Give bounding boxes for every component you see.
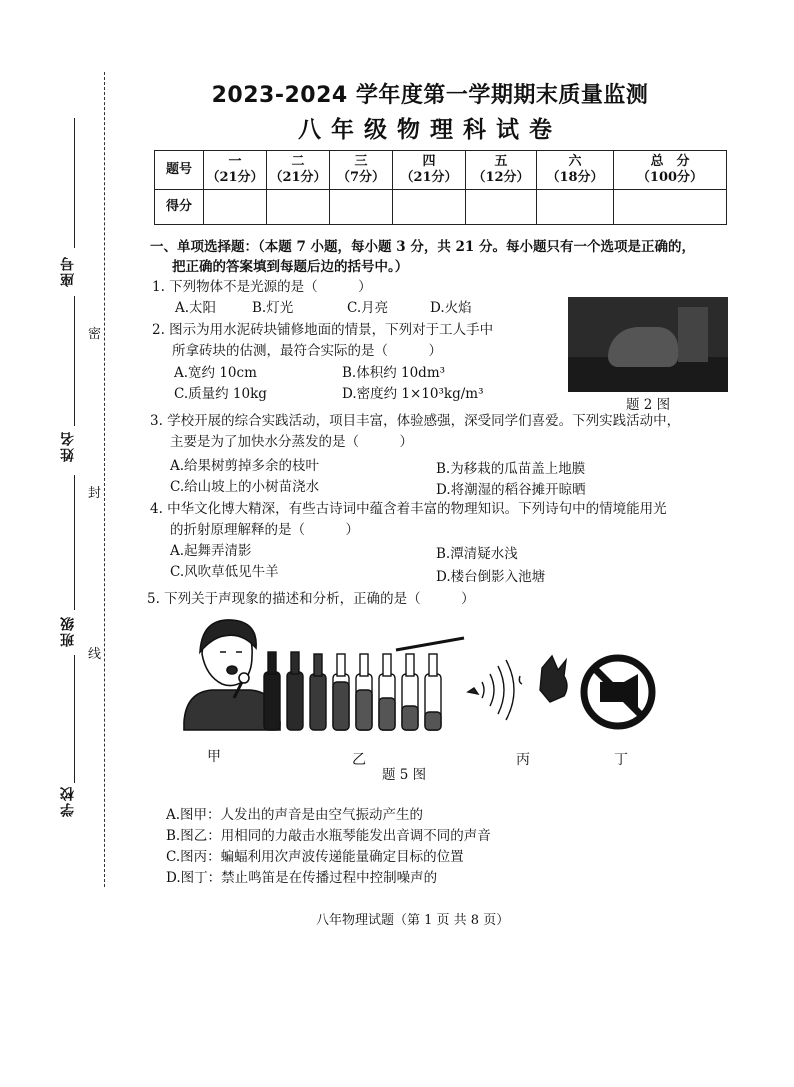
q5-label-bing: 丙 bbox=[516, 752, 530, 768]
score-col-6: 六 （18分） bbox=[537, 151, 614, 190]
q1-option-c: C.月亮 bbox=[347, 300, 389, 316]
name-label: 姓名 bbox=[60, 430, 76, 462]
exam-subtitle: 八年级物理科试卷 bbox=[298, 116, 562, 143]
q1-option-d: D.火焰 bbox=[430, 300, 472, 316]
q2-option-c: C.质量约 10kg bbox=[174, 386, 267, 402]
section1-heading-line2: 把正确的答案填到每题后边的括号中。） bbox=[172, 259, 409, 275]
seal-char-mi: 密 bbox=[88, 327, 102, 342]
score-cell-4[interactable] bbox=[393, 190, 466, 225]
score-col-2: 二 （21分） bbox=[267, 151, 330, 190]
score-cell-1[interactable] bbox=[204, 190, 267, 225]
q2-option-d: D.密度约 1×10³kg/m³ bbox=[342, 386, 484, 402]
score-col-1: 一 （21分） bbox=[204, 151, 267, 190]
q2-stem-line1: 2. 图示为用水泥砖块铺修地面的情景，下列对于工人手中 bbox=[152, 322, 494, 338]
score-table bbox=[154, 150, 727, 225]
q2-stem-line2: 所拿砖块的估测，最符合实际的是（ ） bbox=[172, 343, 442, 359]
score-cell-3[interactable] bbox=[330, 190, 393, 225]
q5-option-b: B.图乙：用相同的力敲击水瓶琴能发出音调不同的声音 bbox=[166, 828, 491, 844]
q4-option-c: C.风吹草低见牛羊 bbox=[170, 564, 279, 580]
q2-option-a: A.宽约 10cm bbox=[174, 365, 257, 381]
class-label: 班级 bbox=[60, 615, 76, 647]
q1-stem: 1. 下列物体不是光源的是（ ） bbox=[152, 279, 372, 295]
q3-option-d: D.将潮湿的稻谷摊开晾晒 bbox=[436, 482, 586, 498]
score-table-header-label: 题号 bbox=[155, 151, 204, 190]
score-cell-2[interactable] bbox=[267, 190, 330, 225]
school-line bbox=[74, 655, 75, 783]
name-line bbox=[74, 296, 75, 426]
q3-option-c: C.给山坡上的小树苗浇水 bbox=[170, 479, 320, 495]
class-line bbox=[74, 475, 75, 610]
q5-label-yi: 乙 bbox=[352, 752, 366, 768]
q4-option-d: D.楼台倒影入池塘 bbox=[436, 569, 546, 585]
q5-figure bbox=[172, 612, 692, 772]
score-cell-6[interactable] bbox=[537, 190, 614, 225]
q2-option-b: B.体积约 10dm³ bbox=[342, 365, 446, 381]
q5-stem: 5. 下列关于声现象的描述和分析，正确的是（ ） bbox=[147, 591, 475, 607]
score-col-total: 总 分 （100分） bbox=[614, 151, 727, 190]
q5-option-c: C.图丙：蝙蝠利用次声波传递能量确定目标的位置 bbox=[166, 849, 464, 865]
figure-bat-echolocation bbox=[468, 656, 567, 720]
q5-label-jia: 甲 bbox=[207, 749, 221, 765]
figure-water-bottles bbox=[264, 638, 464, 730]
binding-dashed-line bbox=[104, 72, 105, 887]
exam-title: 2023-2024 学年度第一学期期末质量监测 bbox=[211, 83, 649, 108]
q3-stem-line2: 主要是为了加快水分蒸发的是（ ） bbox=[170, 434, 413, 450]
score-col-5: 五 （12分） bbox=[466, 151, 537, 190]
seat-line bbox=[74, 118, 75, 248]
school-label: 学校 bbox=[60, 785, 76, 817]
q1-option-b: B.灯光 bbox=[252, 300, 294, 316]
score-cell-total[interactable] bbox=[614, 190, 727, 225]
q2-photo-workers-laying-bricks bbox=[568, 297, 728, 392]
score-cell-5[interactable] bbox=[466, 190, 537, 225]
score-col-4: 四 （21分） bbox=[393, 151, 466, 190]
q2-figure-caption: 题 2 图 bbox=[626, 397, 671, 413]
q5-option-a: A.图甲：人发出的声音是由空气振动产生的 bbox=[166, 807, 424, 823]
section1-heading-line1: 一、单项选择题：（本题 7 小题，每小题 3 分，共 21 分。每小题只有一个选项是正确的， bbox=[150, 239, 696, 255]
q4-option-a: A.起舞弄清影 bbox=[170, 543, 252, 559]
q5-label-ding: 丁 bbox=[614, 752, 628, 768]
seat-label: 座号 bbox=[60, 255, 76, 287]
q5-figure-caption: 题 5 图 bbox=[382, 767, 427, 783]
q4-stem-line1: 4. 中华文化博大精深，有些古诗词中蕴含着丰富的物理知识。下列诗句中的情境能用光 bbox=[150, 501, 667, 517]
q1-option-a: A.太阳 bbox=[175, 300, 217, 316]
q3-stem-line1: 3. 学校开展的综合实践活动，项目丰富，体验感强，深受同学们喜爱。下列实践活动中， bbox=[150, 413, 681, 429]
q3-option-b: B.为移栽的瓜苗盖上地膜 bbox=[436, 461, 586, 477]
no-honking-sign-icon bbox=[584, 658, 652, 726]
score-col-3: 三 （7分） bbox=[330, 151, 393, 190]
seal-char-feng: 封 bbox=[88, 486, 102, 501]
seal-char-xian: 线 bbox=[88, 647, 102, 662]
q4-option-b: B.潭清疑水浅 bbox=[436, 546, 518, 562]
q3-option-a: A.给果树剪掉多余的枝叶 bbox=[170, 458, 320, 474]
q5-option-d: D.图丁：禁止鸣笛是在传播过程中控制噪声的 bbox=[166, 870, 438, 886]
score-row-label: 得分 bbox=[155, 190, 204, 225]
page-footer: 八年物理试题（第 1 页 共 8 页） bbox=[316, 913, 510, 928]
q4-stem-line2: 的折射原理解释的是（ ） bbox=[170, 522, 359, 538]
